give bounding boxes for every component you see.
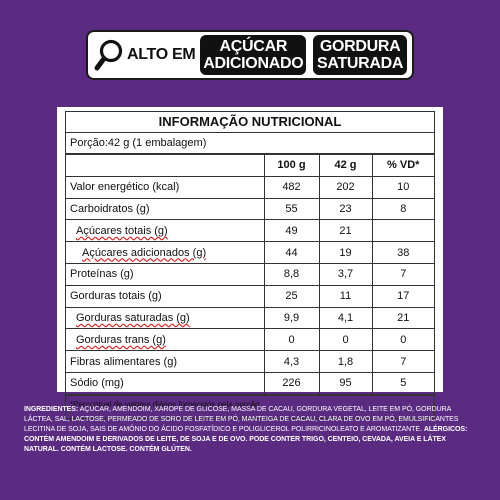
- daily-value-header: % VD*: [372, 155, 434, 176]
- table-row: Valor energético (kcal) 482 202 10: [66, 176, 434, 198]
- allergens-statement: ALÉRGICOS: CONTÉM AMENDOIM E DERIVADOS DE LEITE, DE SOJA E DE OVO. PODE CONTER TRIGO, CENTEIO, CEVADA, AVEIA E LÁTEX NATURAL. CONTÉM LACTOSE. CONTÉM GLÚTEN.: [24, 426, 468, 453]
- nutrition-title: INFORMAÇÃO NUTRICIONAL: [66, 112, 434, 133]
- table-row: Açúcares adicionados (g) 44 19 38: [66, 242, 434, 264]
- added-sugar-badge: AÇÚCAR ADICIONADO: [200, 35, 306, 75]
- portion-size: Porção:42 g (1 embalagem): [66, 133, 434, 155]
- header-row: [66, 155, 434, 176]
- nutrition-table: [65, 111, 435, 419]
- magnifier-icon: [94, 38, 124, 72]
- table-row: Carboidratos (g) 55 23 8: [66, 198, 434, 220]
- label-header: [66, 155, 264, 176]
- table-row: Fibras alimentares (g) 4,3 1,8 7: [66, 351, 434, 373]
- daily-value-footnote: *Percentual de valores diários fornecidos pela porção.: [66, 394, 434, 418]
- table-row: Gorduras totais (g) 25 11 17: [66, 285, 434, 307]
- high-in-text: ALTO EM: [127, 46, 196, 63]
- table-row: Sódio (mg) 226 95 5: [66, 372, 434, 393]
- high-in-warning-label: [86, 30, 414, 80]
- table-row: Gorduras trans (g) 0 0 0: [66, 329, 434, 351]
- table-row: Proteínas (g) 8,8 3,7 7: [66, 263, 434, 285]
- per-portion-header: 42 g: [319, 155, 372, 176]
- ingredients-list: AÇÚCAR, AMENDOIM, XAROPE DE GLICOSE, MASSA DE CACAU, GORDURA VEGETAL, LEITE EM PÓ, GORDURA LÁCTEA, SAL, LACTOSE, PERMEADO DE SORO DE LEITE EM PÓ, MANTEIGA DE CACAU, CLARA DE OVO EM PÓ, EMULSIFICANTES LECITINA DE SOJA, SAIS DE AMÔNIO DO ÁCIDO FOSFATÍDICO E POLIGLICEROL POLIRRICINOLEATO E AROMATIZANTE.: [24, 406, 459, 433]
- nutrition-panel: [57, 107, 443, 409]
- table-row: Açúcares totais (g) 49 21: [66, 220, 434, 242]
- ingredients-label: INGREDIENTES:: [24, 406, 79, 413]
- warning-lead: [94, 38, 195, 72]
- table-row: Gorduras saturadas (g) 9,9 4,1 21: [66, 307, 434, 329]
- per-100g-header: 100 g: [264, 155, 319, 176]
- saturated-fat-badge: GORDURA SATURADA: [313, 35, 407, 75]
- ingredients-text: [24, 405, 479, 455]
- nutrition-grid: [66, 155, 434, 394]
